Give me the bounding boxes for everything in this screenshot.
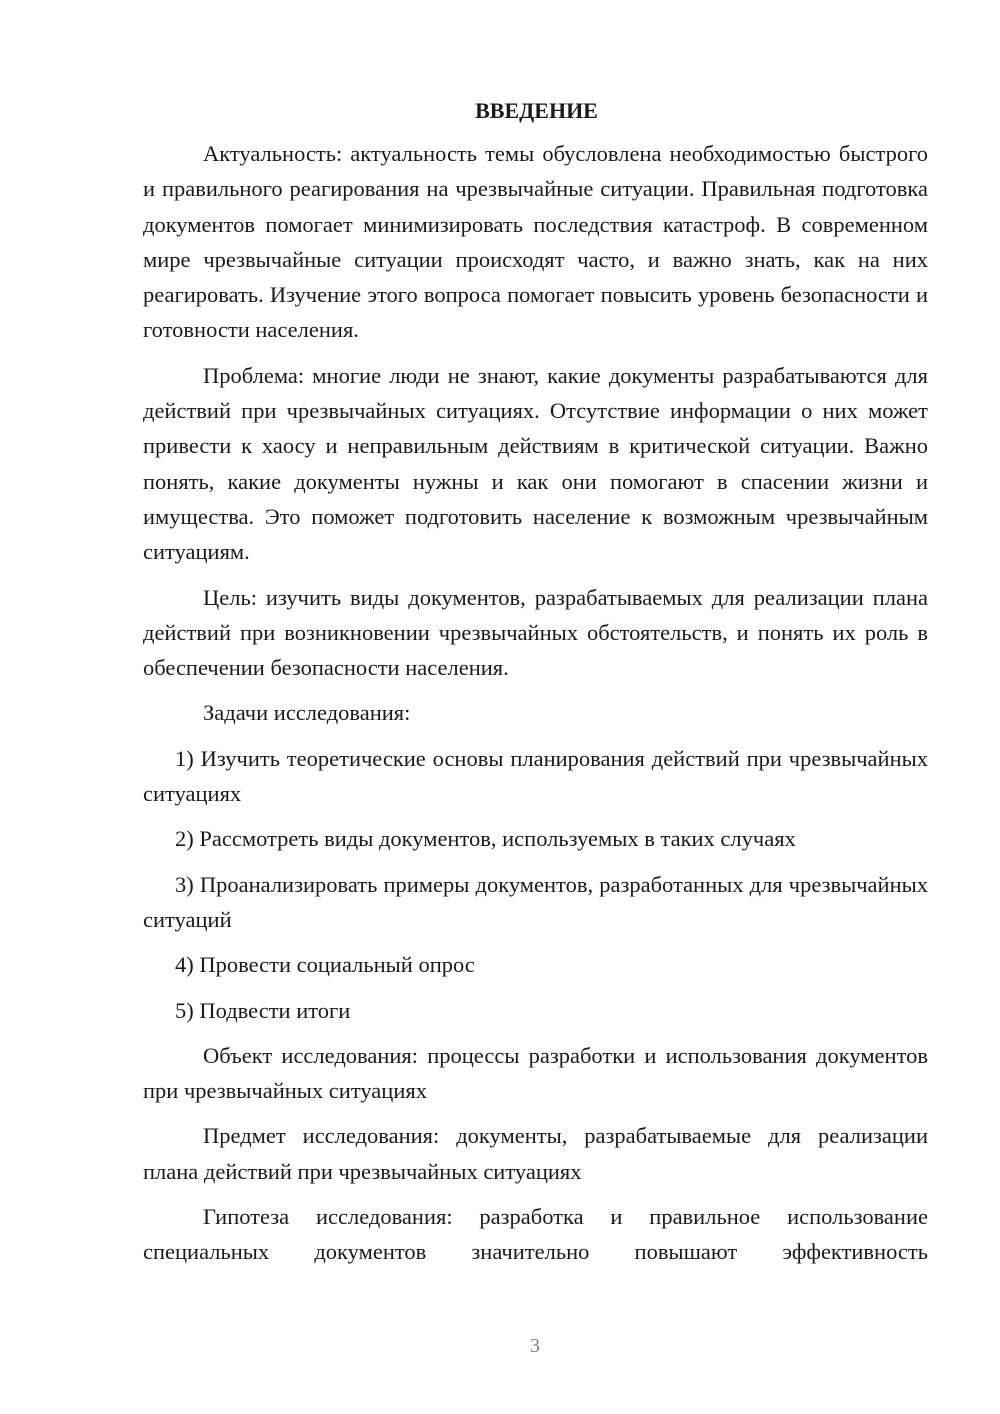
task-item: 5) Подвести итоги xyxy=(175,997,351,1023)
section-title: ВВЕДЕНИЕ xyxy=(475,98,598,123)
object-paragraph: Объект исследования: процессы разработки и использования документов при чрезвычайных ситуациях xyxy=(143,1042,928,1104)
page-number: 3 xyxy=(530,1335,540,1357)
task-item: 1) Изучить теоретические основы планирования действий при чрезвычайных ситуациях xyxy=(143,745,928,807)
subject-paragraph: Предмет исследования: документы, разрабатываемые для реализации плана действий при чрезвычайных ситуациях xyxy=(143,1123,928,1184)
task-item: 3) Проанализировать примеры документов, разработанных для чрезвычайных ситуаций xyxy=(143,871,928,932)
tasks-heading: Задачи исследования: xyxy=(203,700,411,726)
hypothesis-paragraph: Гипотеза исследования: разработка и правильное использование специальных документов значительно повышают эффективность xyxy=(143,1204,928,1265)
task-item: 4) Провести социальный опрос xyxy=(175,952,475,978)
task-item: 2) Рассмотреть виды документов, используемых в таких случаях xyxy=(175,826,796,852)
problem-paragraph: Проблема: многие люди не знают, какие документы разрабатываются для действий при чрезвычайных ситуациях. Отсутствие информации о них может привести к хаосу и неправильным действиям в критической ситуации. Важно понять, какие документы нужны и как они помогают в спасении жизни и имущества. Это поможет подготовить население к возможным чрезвычайным ситуациям. xyxy=(143,362,928,565)
relevance-paragraph: Актуальность: актуальность темы обусловлена необходимостью быстрого и правильного реагирования на чрезвычайные ситуации. Правильная подготовка документов помогает минимизировать последствия катастроф. В современном мире чрезвычайные ситуации происходят часто, и важно знать, как на них реагировать. Изучение этого вопроса помогает повысить уровень безопасности и готовности населения. xyxy=(143,141,928,343)
document-body xyxy=(143,96,928,1270)
goal-paragraph: Цель: изучить виды документов, разрабатываемых для реализации плана действий при возникновении чрезвычайных обстоятельств, и понять их роль в обеспечении безопасности населения. xyxy=(143,584,928,681)
